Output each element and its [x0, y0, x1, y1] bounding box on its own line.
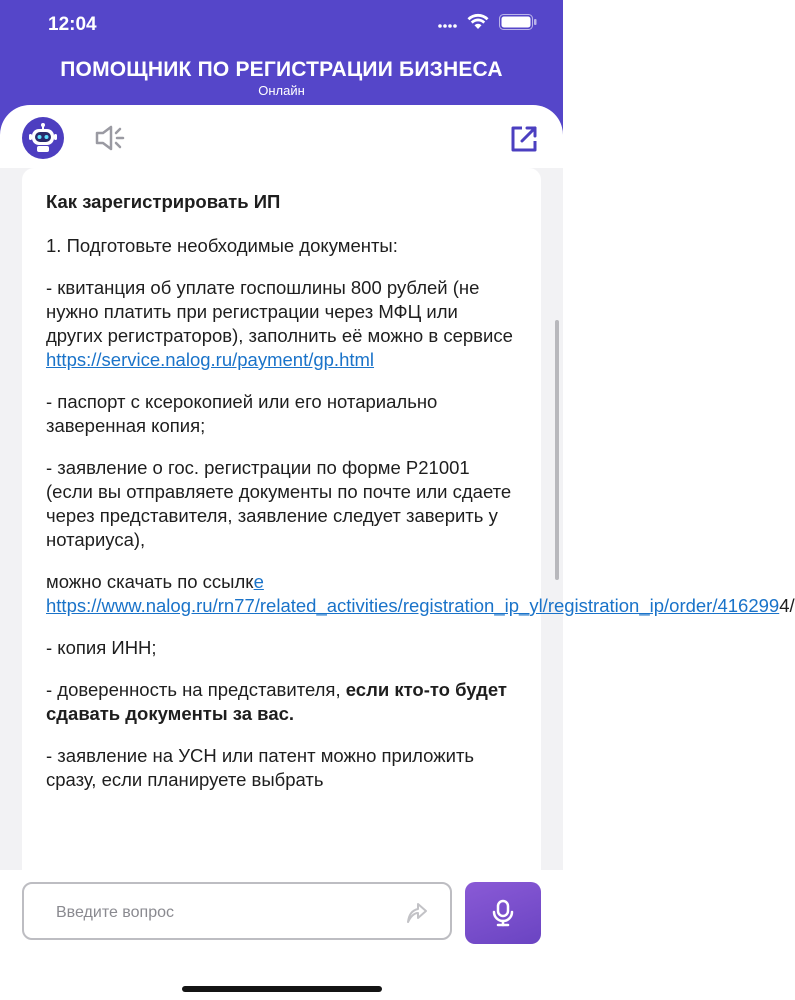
message-paragraph: - заявление о гос. регистрации по форме Р21001 (если вы отправляете документы по почте или сдаете через представителя, заявление следует заверить у нотариуса), — [46, 457, 512, 550]
battery-icon — [499, 14, 537, 30]
message-paragraph: - заявление на УСН или патент можно приложить сразу, если планируете выбрать — [46, 745, 475, 790]
bold-text: если кто-то будет сдавать документы за вас. — [46, 679, 507, 724]
paragraph-text: 4/ — [779, 595, 795, 616]
home-indicator — [182, 986, 382, 992]
message-paragraph — [46, 276, 516, 372]
message-paragraph: - копия ИНН; — [46, 637, 157, 658]
status-time: 12:04 — [48, 14, 97, 35]
message-paragraph: - паспорт с ксерокопией или его нотариально заверенная копия; — [46, 391, 438, 436]
chat-scrollbar[interactable] — [555, 320, 559, 580]
page-title: ПОМОЩНИК ПО РЕГИСТРАЦИИ БИЗНЕСА — [60, 58, 503, 81]
payment-link[interactable]: https://service.nalog.ru/payment/gp.html — [46, 349, 375, 370]
online-status: Онлайн — [258, 83, 305, 98]
status-icons — [437, 14, 537, 30]
paragraph-text: - доверенность на представителя, — [46, 679, 346, 700]
wifi-icon — [467, 14, 489, 30]
chat-toolbar — [0, 105, 563, 175]
message-paragraph — [46, 570, 795, 618]
send-icon[interactable] — [402, 898, 430, 931]
status-bar — [0, 0, 563, 52]
robot-icon — [28, 123, 58, 153]
external-link-icon[interactable] — [509, 124, 539, 159]
microphone-icon — [491, 899, 515, 927]
message-heading: Как зарегистрировать ИП — [46, 191, 281, 212]
bot-message — [46, 190, 795, 810]
paragraph-text: - квитанция об уплате госпошлины 800 рублей (не нужно платить при регистрации через МФЦ или других регистраторов), заполнить её можно в сервисе — [46, 277, 513, 346]
microphone-button[interactable] — [465, 882, 541, 944]
message-paragraph: 1. Подготовьте необходимые документы: — [46, 235, 398, 256]
paragraph-text: можно скачать по ссылк — [46, 571, 254, 592]
bot-avatar[interactable] — [22, 117, 64, 159]
question-input[interactable] — [54, 898, 388, 928]
signal-icon — [437, 15, 457, 29]
form-download-link[interactable]: е https://www.nalog.ru/rn77/related_activities/registration_ip_yl/registration_ip/order/416299 — [46, 571, 780, 616]
question-input-box[interactable] — [22, 882, 452, 940]
message-paragraph — [46, 678, 516, 726]
speaker-icon[interactable] — [94, 124, 128, 157]
